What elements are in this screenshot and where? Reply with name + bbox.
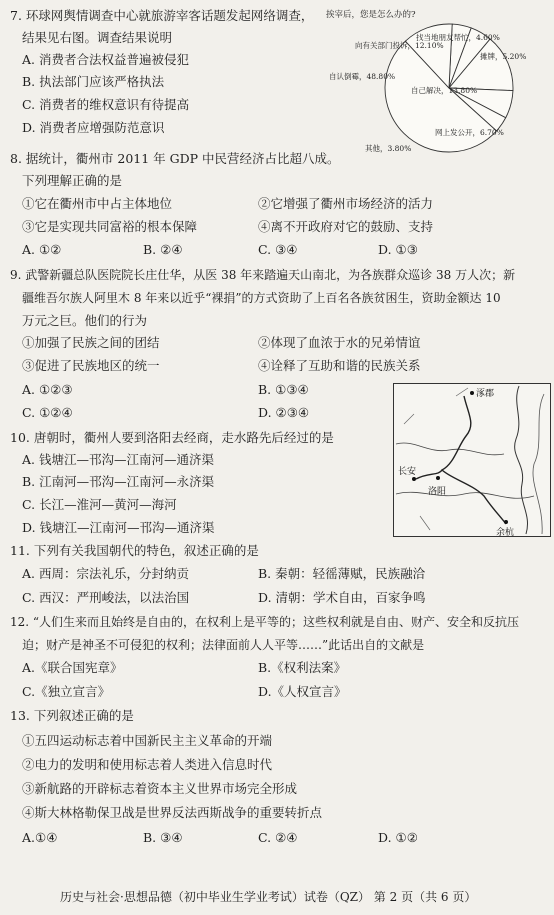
q10-stem: 10. 唐朝时，衢州人要到洛阳去经商，走水路先后经过的是 (10, 430, 334, 445)
pie-label-self-solve: 自己解决，13.80% (411, 86, 478, 95)
survey-pie-chart (323, 6, 549, 158)
q8-statement-1: ①它在衢州市中占主体地位 (22, 196, 173, 211)
q12-stem-line2: 迫；财产是神圣不可侵犯的权利；法律面前人人平等……”此话出自的文献是 (22, 638, 425, 652)
q7-stem-line2: 结果见右图。调查结果说明 (22, 30, 173, 45)
q9-stem-line1: 9. 武警新疆总队医院院长庄仕华，从医 38 年来踏遍天山南北，为各族群众巡诊 38 万人次；新 (10, 268, 516, 282)
q10-option-c: C. 长江—淮河—黄河—海河 (22, 497, 177, 512)
q8-statement-4: ④离不开政府对它的鼓励、支持 (258, 219, 434, 234)
q11-option-b: B. 秦朝：轻徭薄赋，民族融洽 (258, 566, 426, 581)
q12-option-d: D.《人权宣言》 (258, 684, 347, 699)
q13-statement-1: ①五四运动标志着中国新民主主义革命的开端 (22, 733, 273, 748)
pie-label-unlucky: 自认倒霉，48.80% (329, 72, 396, 81)
q7-option-b: B. 执法部门应该严格执法 (22, 74, 165, 89)
q11-option-a: A. 西周：宗法礼乐，分封纳贡 (22, 566, 189, 581)
q9-stem-line3: 万元之巨。他们的行为 (22, 313, 148, 328)
q9-option-d: D. ②③④ (258, 405, 310, 420)
q7-stem-line1: 7. 环球网舆情调查中心就旅游宰客话题发起网络调查， (10, 8, 314, 23)
q8-statement-3: ③它是实现共同富裕的根本保障 (22, 219, 198, 234)
q7-option-c: C. 消费者的维权意识有待提高 (22, 97, 190, 112)
pie-label-friend: 找当地朋友帮忙，4.60% (416, 33, 500, 42)
pie-label-other: 其他，3.80% (365, 144, 412, 153)
map-label-changan: 长安 (398, 467, 417, 477)
q13-option-d: D. ①② (378, 830, 418, 845)
q13-option-b: B. ③④ (143, 830, 183, 845)
q11-stem: 11. 下列有关我国朝代的特色，叙述正确的是 (10, 543, 259, 558)
q8-option-c: C. ③④ (258, 242, 298, 257)
pie-label-complain: 向有关部门投诉，12.10% (355, 41, 444, 50)
q12-stem-line1: 12. “人们生来而且始终是自由的，在权利上是平等的；这些权利就是自由、财产、安全和反抗压 (10, 615, 520, 629)
q7-option-a: A. 消费者合法权益普遍被侵犯 (22, 52, 189, 67)
q13-statement-2: ②电力的发明和使用标志着人类进入信息时代 (22, 757, 273, 772)
q9-statement-2: ②体现了血浓于水的兄弟情谊 (258, 335, 421, 350)
q8-stem-line2: 下列理解正确的是 (22, 173, 123, 188)
q10-option-d: D. 钱塘江—江南河—邗沟—通济渠 (22, 520, 215, 535)
q10-option-a: A. 钱塘江—邗沟—江南河—通济渠 (22, 452, 214, 467)
q11-option-c: C. 西汉：严刑峻法，以法治国 (22, 590, 190, 605)
q9-statement-1: ①加强了民族之间的团结 (22, 335, 160, 350)
q9-option-a: A. ①②③ (22, 382, 73, 397)
q9-stem-line2: 疆维吾尔族人阿里木 8 年来以近乎“裸捐”的方式资助了上百名各族贫困生，资助金额达 10 (22, 291, 501, 305)
map-label-luoyang: 洛阳 (428, 487, 447, 497)
q9-statement-4: ④诠释了互助和谐的民族关系 (258, 358, 421, 373)
q8-statement-2: ②它增强了衢州市场经济的活力 (258, 196, 434, 211)
page-footer: 历史与社会·思想品德（初中毕业生学业考试）试卷（QZ） 第 2 页（共 6 页） (60, 890, 477, 904)
q11-option-d: D. 清朝：学术自由，百家争鸣 (258, 590, 426, 605)
q8-option-a: A. ①② (22, 242, 62, 257)
chart-title: 挨宰后，您是怎么办的? (326, 10, 416, 20)
q13-statement-3: ③新航路的开辟标志着资本主义世界市场完全形成 (22, 781, 298, 796)
q9-option-b: B. ①③④ (258, 382, 309, 397)
q13-option-c: C. ②④ (258, 830, 298, 845)
q12-option-c: C.《独立宣言》 (22, 684, 111, 699)
pie-label-online: 网上发公开，6.70% (435, 128, 504, 137)
q13-statement-4: ④斯大林格勒保卫战是世界反法西斯战争的重要转折点 (22, 805, 323, 820)
q7-option-d: D. 消费者应增强防范意识 (22, 120, 165, 135)
q12-option-b: B.《权利法案》 (258, 660, 347, 675)
q8-option-b: B. ②④ (143, 242, 183, 257)
map-label-zhuojun: 涿郡 (476, 389, 495, 399)
map-label-yuhang: 余杭 (496, 528, 515, 538)
q8-stem-line1: 8. 据统计，衢州市 2011 年 GDP 中民营经济占比超八成。 (10, 151, 340, 166)
q8-option-d: D. ①③ (378, 242, 418, 257)
map-svg (394, 384, 550, 536)
q9-statement-3: ③促进了民族地区的统一 (22, 358, 160, 373)
q13-stem: 13. 下列叙述正确的是 (10, 708, 134, 723)
q10-option-b: B. 江南河—邗沟—江南河—永济渠 (22, 474, 215, 489)
pie-label-tanpai: 摊牌，5.20% (480, 52, 527, 61)
q12-option-a: A.《联合国宪章》 (22, 660, 123, 675)
q13-option-a: A.①④ (22, 830, 58, 845)
q9-option-c: C. ①②④ (22, 405, 73, 420)
grand-canal-map (393, 383, 551, 537)
